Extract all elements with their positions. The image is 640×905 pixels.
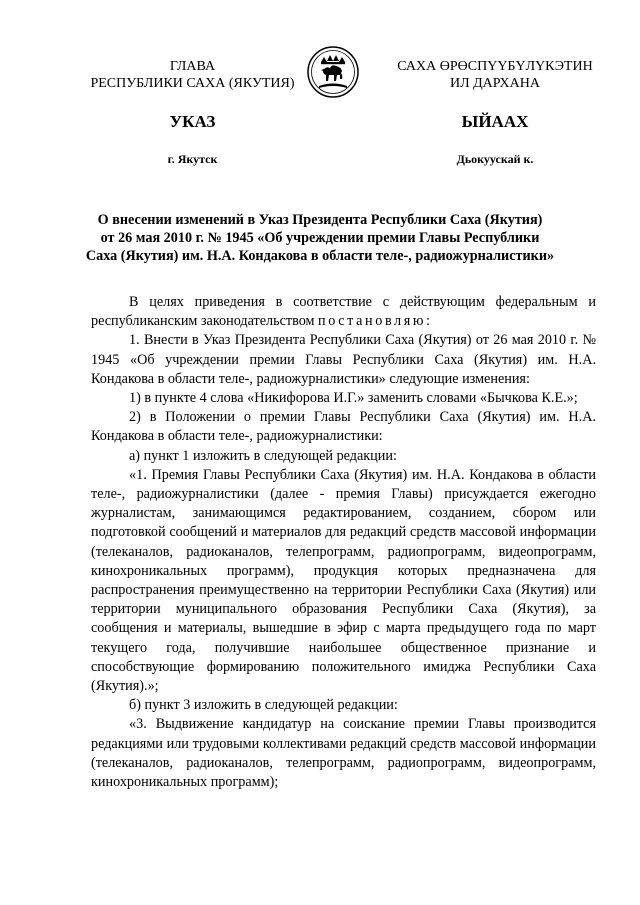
coat-of-arms-emblem-icon bbox=[307, 46, 359, 98]
paragraph-quote-1: «1. Премия Главы Республики Саха (Якутия) им. Н.А. Кондакова в области теле-, радиожурналистики (далее - премия Главы) присуждается ежегодно журналистам, занимающимся редактированием, созданием, сбором или подготовкой сообщений и материалов для редакций средств массовой информации (телеканалов, радиоканалов, телепрограмм, радиопрограмм, видеопрограмм, кинохроникальных программ), продукция которых предназначена для распространения преимущественно на территории Республики Саха (Якутия) или территории муниципального образования Республики Саха (Якутия), за сообщения и материалы, вышедшие в эфир с марта предыдущего года по март текущего года, получившие наибольшее общественное признание и способствующие формированию положительного имиджа Республики Саха (Якутия).»; bbox=[91, 466, 596, 695]
document-title bbox=[85, 211, 555, 265]
header-right-line1: САХА ӨРӨСПҮҮБҮЛҮКЭТИН bbox=[397, 59, 593, 74]
title-line-3: Саха (Якутия) им. Н.А. Кондакова в области теле-, радиожурналистики» bbox=[85, 248, 555, 264]
title-line-2: от 26 мая 2010 г. № 1945 «Об учреждении премии Главы Республики bbox=[100, 230, 540, 246]
paragraph-quote-3: «3. Выдвижение кандидатур на соискание премии Главы производится редакциями или трудовыми коллективами редакций средств массовой информации (телеканалов, радиоканалов, телепрограмм, радиопрограмм, видеопрограмм, кинохроникальных программ); bbox=[91, 716, 596, 791]
preamble-decree-word: постановляю: bbox=[318, 313, 433, 330]
header-left-line1: ГЛАВА bbox=[169, 59, 216, 74]
city-right: Дьокуускай к. bbox=[456, 152, 534, 166]
city-left: г. Якутск bbox=[167, 152, 218, 166]
header-right bbox=[380, 58, 610, 92]
paragraph-subitem-1: 1) в пункте 4 слова «Никифорова И.Г.» заменить словами «Бычкова К.Е.»; bbox=[129, 390, 578, 407]
paragraph-subitem-b: б) пункт 3 изложить в следующей редакции: bbox=[129, 697, 398, 714]
title-line-1: О внесении изменений в Указ Президента Республики Саха (Якутия) bbox=[97, 212, 543, 228]
paragraph-subitem-2: 2) в Положении о премии Главы Республики Саха (Якутия) им. Н.А. Кондакова в области теле-, радиожурналистики: bbox=[91, 409, 596, 445]
doc-type-left: УКАЗ bbox=[169, 112, 216, 131]
document-body bbox=[91, 293, 596, 792]
doc-type-right: ЫЙААХ bbox=[461, 112, 529, 131]
preamble-text: В целях приведения в соответствие с действующим федеральным и республиканским законодательством bbox=[91, 294, 596, 330]
header-left bbox=[80, 58, 305, 92]
header-left-line2: РЕСПУБЛИКИ САХА (ЯКУТИЯ) bbox=[90, 76, 295, 91]
header-right-line2: ИЛ ДАРХАНА bbox=[449, 76, 540, 91]
paragraph-item-1: 1. Внести в Указ Президента Республики Саха (Якутия) от 26 мая 2010 г. № 1945 «Об учреждении премии Главы Республики Саха (Якутия) им. Н.А. Кондакова в области теле-, радиожурналистики» следующие изменения: bbox=[91, 332, 596, 387]
paragraph-subitem-a: а) пункт 1 изложить в следующей редакции: bbox=[129, 447, 397, 464]
paragraph-preamble bbox=[91, 293, 596, 331]
